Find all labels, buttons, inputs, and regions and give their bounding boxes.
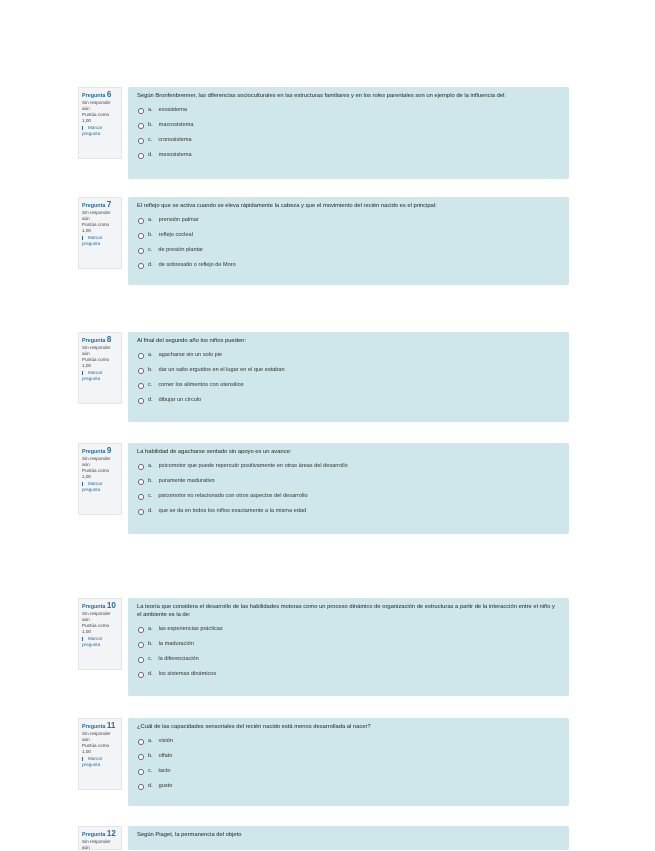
- answer-option[interactable]: c. la diferenciación: [137, 656, 560, 671]
- question-text: ¿Cuál de las capacidades sensoriales del recién nacido está menos desarrollada al nacer?: [137, 724, 371, 730]
- answer-option[interactable]: b. reflejo cocleal: [137, 232, 560, 247]
- radio-button[interactable]: [138, 218, 144, 224]
- answer-option[interactable]: a. agacharse sin un solo pie: [137, 352, 560, 367]
- question-content: [128, 826, 569, 850]
- flag-icon: [82, 236, 86, 240]
- question-points: Puntúa como 1,00: [82, 743, 110, 754]
- question-info: [78, 87, 122, 159]
- answer-option[interactable]: b. olfato: [137, 753, 560, 768]
- answer-option[interactable]: d. gusto: [137, 783, 560, 798]
- radio-button[interactable]: [138, 509, 144, 515]
- question-points: Puntúa como 1,00: [82, 468, 110, 479]
- radio-button[interactable]: [138, 398, 144, 404]
- radio-button[interactable]: [138, 494, 144, 500]
- question-content: [128, 332, 569, 422]
- answer-option[interactable]: a. psicomotor que puede repercutir positivamente en otras áreas del desarrollo: [137, 463, 560, 478]
- question-content: [128, 598, 569, 696]
- question-status: Sin responder aún: [82, 731, 111, 742]
- answer-option[interactable]: d. de sobresalto o reflejo de Moro: [137, 262, 560, 277]
- flag-icon: [82, 637, 86, 641]
- radio-button[interactable]: [138, 248, 144, 254]
- radio-button[interactable]: [138, 353, 144, 359]
- flag-question-link[interactable]: Marcar pregunta: [82, 636, 103, 647]
- answer-option[interactable]: d. los sistemas dinámicos: [137, 671, 560, 686]
- question-content: [128, 718, 569, 806]
- radio-button[interactable]: [138, 627, 144, 633]
- radio-button[interactable]: [138, 784, 144, 790]
- question-number: Pregunta 12: [82, 829, 116, 838]
- question-content: [128, 87, 569, 179]
- answer-option[interactable]: c. comer los alimentos con utensilios: [137, 382, 560, 397]
- answer-option[interactable]: c. de presión plantar: [137, 247, 560, 262]
- radio-button[interactable]: [138, 657, 144, 663]
- flag-icon: [82, 126, 86, 130]
- radio-button[interactable]: [138, 769, 144, 775]
- question-status: Sin responder aún: [82, 100, 111, 111]
- radio-button[interactable]: [138, 138, 144, 144]
- answer-option[interactable]: a. exosistema: [137, 107, 560, 122]
- radio-button[interactable]: [138, 123, 144, 129]
- flag-question-link[interactable]: Marcar pregunta: [82, 756, 103, 767]
- question-content: [128, 197, 569, 285]
- question-status: Sin responder aún: [82, 456, 111, 467]
- question-status: Sin responder aún: [82, 839, 111, 850]
- question-status: Sin responder aún: [82, 345, 111, 356]
- question-info: [78, 598, 122, 670]
- radio-button[interactable]: [138, 153, 144, 159]
- radio-button[interactable]: [138, 263, 144, 269]
- question-number: Pregunta 7: [82, 200, 112, 209]
- answer-option[interactable]: d. mesosistema: [137, 152, 560, 167]
- answer-option[interactable]: d. dibujar un círculo: [137, 397, 560, 412]
- question-number: Pregunta 10: [82, 601, 116, 610]
- answer-option[interactable]: c. cronosistema: [137, 137, 560, 152]
- radio-button[interactable]: [138, 368, 144, 374]
- answer-option[interactable]: b. puramente madurativo: [137, 478, 560, 493]
- question-text: Según Piaget, la permanencia del objeto: [137, 832, 242, 838]
- flag-question-link[interactable]: Marcar pregunta: [82, 235, 103, 246]
- question-text: Según Bronfenbrenner, las diferencias socioculturales en las estructuras familiares y en los roles parentales son un ejemplo de la influencia del:: [137, 93, 506, 99]
- question-text: El reflejo que se activa cuando se eleva rápidamente la cabeza y que el movimiento del recién nacido es el principal:: [137, 203, 437, 209]
- question-points: Puntúa como 1,00: [82, 112, 110, 123]
- answer-option[interactable]: d. que se da en todos los niños exactamente a la misma edad: [137, 508, 560, 523]
- question-text: La habilidad de agacharse sentado sin apoyo es un avance:: [137, 449, 292, 455]
- radio-button[interactable]: [138, 479, 144, 485]
- answer-option[interactable]: a. prensión palmar: [137, 217, 560, 232]
- answer-option[interactable]: a. las experiencias prácticas: [137, 626, 560, 641]
- question-number: Pregunta 6: [82, 90, 112, 99]
- flag-question-link[interactable]: Marcar pregunta: [82, 481, 103, 492]
- flag-icon: [82, 371, 86, 375]
- question-points: Puntúa como 1,00: [82, 222, 110, 233]
- question-info: [78, 718, 122, 790]
- question-points: Puntúa como 1,00: [82, 357, 110, 368]
- answer-option[interactable]: b. macrosistema: [137, 122, 560, 137]
- answer-option[interactable]: c. tacto: [137, 768, 560, 783]
- question-number: Pregunta 11: [82, 721, 116, 730]
- answer-option[interactable]: b. dar un salto erguidos en el lugar en el que estaban: [137, 367, 560, 382]
- question-content: [128, 443, 569, 534]
- flag-icon: [82, 757, 86, 761]
- flag-icon: [82, 482, 86, 486]
- question-number: Pregunta 9: [82, 446, 112, 455]
- radio-button[interactable]: [138, 672, 144, 678]
- answer-option[interactable]: c. psicomotor no relacionado con otros aspectos del desarrollo: [137, 493, 560, 508]
- radio-button[interactable]: [138, 233, 144, 239]
- question-info: [78, 826, 122, 850]
- question-status: Sin responder aún: [82, 210, 111, 221]
- question-points: Puntúa como 1,00: [82, 623, 110, 634]
- flag-question-link[interactable]: Marcar pregunta: [82, 125, 103, 136]
- radio-button[interactable]: [138, 464, 144, 470]
- question-number: Pregunta 8: [82, 335, 112, 344]
- answer-option[interactable]: a. visión: [137, 738, 560, 753]
- radio-button[interactable]: [138, 108, 144, 114]
- question-info: [78, 197, 122, 269]
- radio-button[interactable]: [138, 642, 144, 648]
- radio-button[interactable]: [138, 739, 144, 745]
- question-info: [78, 332, 122, 404]
- question-text: Al final del segundo año los niños pueden:: [137, 338, 246, 344]
- question-text: La teoría que considera el desarrollo de las habilidades motoras como un proceso dinámico de organización de estructuras a partir de la interacción entre el niño y el ambiente es la de:: [137, 604, 555, 618]
- flag-question-link[interactable]: Marcar pregunta: [82, 370, 103, 381]
- question-status: Sin responder aún: [82, 611, 111, 622]
- question-info: [78, 443, 122, 515]
- answer-option[interactable]: b. la maduración: [137, 641, 560, 656]
- radio-button[interactable]: [138, 754, 144, 760]
- radio-button[interactable]: [138, 383, 144, 389]
